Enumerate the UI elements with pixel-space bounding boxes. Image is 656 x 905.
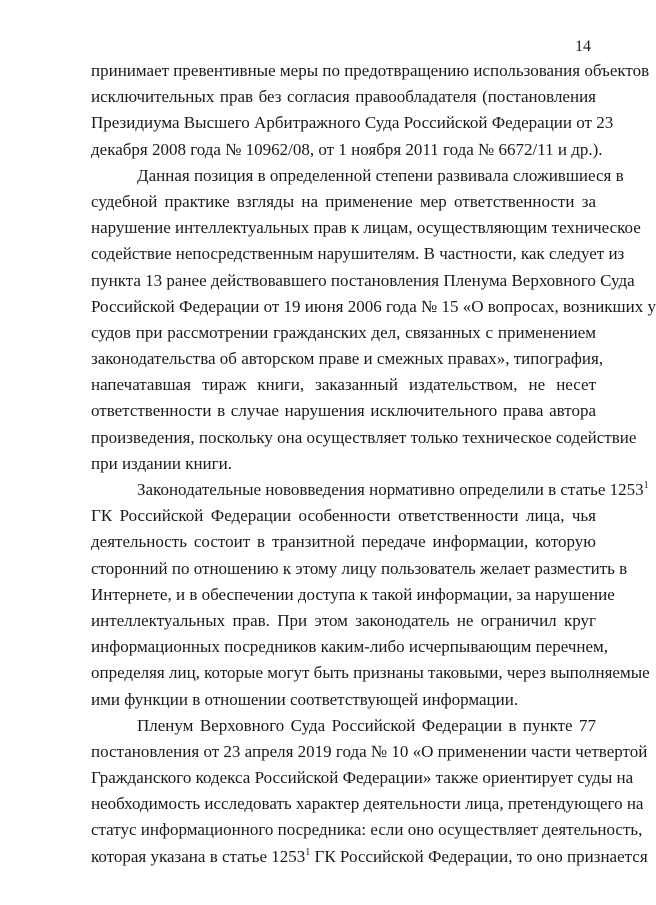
text-line: законодательства об авторском праве и смежных правах», типография, — [91, 349, 604, 369]
text-line: напечатавшая тираж книги, заказанный издательством, не несет — [91, 375, 596, 395]
paragraph-first-line: Данная позиция в определенной степени развивала сложившиеся в — [137, 165, 624, 185]
paragraph-first-line: Пленум Верховного Суда Российской Федерации в пункте 77 — [137, 715, 596, 735]
text-line: ответственности в случае нарушения исключительного права автора — [91, 401, 596, 421]
text-line: которая указана в статье 1253$^1$ ГК Российской Федерации, то оно признается — [91, 846, 648, 866]
text-line: постановления от 23 апреля 2019 года № 10 «О применении части четвертой — [91, 741, 648, 761]
text-line: статус информационного посредника: если оно осуществляет деятельность, — [91, 820, 643, 840]
text-line: исключительных прав без согласия правообладателя (постановления — [91, 87, 596, 107]
text-line: деятельность состоит в транзитной передаче информации, которую — [91, 532, 596, 552]
superscript: 1 — [305, 846, 311, 858]
text-line: Российской Федерации от 19 июня 2006 года № 15 «О вопросах, возникших у — [91, 296, 656, 316]
page-number: 14 — [575, 38, 591, 55]
text-line: Гражданского кодекса Российской Федерации» также ориентирует суды на — [91, 768, 634, 788]
body-text — [91, 58, 656, 870]
text-line: ГК Российской Федерации особенности ответственности лица, чья — [91, 506, 596, 526]
text-line: принимает превентивные меры по предотвращению использования объектов — [91, 61, 650, 80]
text-line: интеллектуальных прав. При этом законодатель не ограничил круг — [91, 610, 596, 630]
text-line: судов при рассмотрении гражданских дел, связанных с применением — [91, 322, 596, 342]
text-line: сторонний по отношению к этому лицу пользователь желает разместить в — [91, 558, 628, 578]
text-line: судебной практике взгляды на применение мер ответственности за — [91, 191, 596, 211]
paragraph-first-line: Законодательные нововведения нормативно определили в статье 1253$^1$ — [137, 480, 649, 499]
text-line: пункта 13 ранее действовавшего постановления Пленума Верховного Суда — [91, 270, 635, 290]
text-line: ими функции в отношении соответствующей информации. — [91, 689, 519, 709]
text-line: Президиума Высшего Арбитражного Суда Российской Федерации от 23 — [91, 113, 614, 133]
text-line: информационных посредников каким-либо исчерпывающим перечнем, — [91, 637, 609, 657]
text-line: декабря 2008 года № 10962/08, от 1 ноября 2011 года № 6672/11 и др.). — [91, 139, 603, 159]
text-line: Интернете, и в обеспечении доступа к такой информации, за нарушение — [91, 584, 615, 604]
text-line: произведения, поскольку она осуществляет только техническое содействие — [91, 427, 637, 447]
text-line: необходимость исследовать характер деятельности лица, претендующего на — [91, 794, 644, 814]
text-line: содействие непосредственным нарушителям. В частности, как следует из — [91, 244, 625, 264]
text-line: нарушение интеллектуальных прав к лицам, осуществляющим техническое — [91, 218, 641, 238]
superscript: 1 — [643, 480, 649, 491]
text-line: при издании книги. — [91, 453, 232, 473]
text-line: определяя лиц, которые могут быть признаны таковыми, через выполняемые — [91, 663, 650, 683]
